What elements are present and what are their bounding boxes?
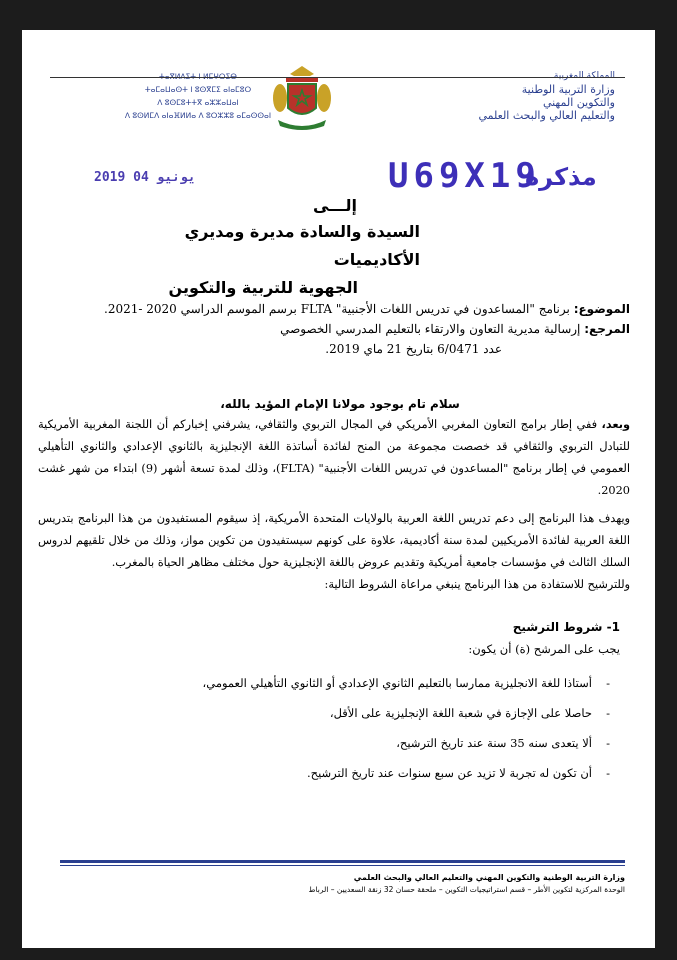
paragraph-lead: وبعد، bbox=[601, 418, 630, 431]
list-dash: - bbox=[606, 706, 610, 720]
ministry-line: وزارة التربية الوطنية bbox=[521, 83, 615, 96]
addressee-to: إلـــى bbox=[312, 196, 358, 215]
paragraph-2: ويهدف هذا البرنامج إلى دعم تدريس اللغة العربية بالولايات المتحدة الأمريكية، إذ سيقوم المستفيدون من هذا البرنامج بتدريس اللغة العربية لفائدة الأمريكيين لمدة سنة أكاديمية، علاوة على كونهم سيستفيدون من تكوين مواز، وذلك من خلال تلقيهم لدروس السلك الثالث في مؤسسات جامعية أمريكية وتقديم عروض باللغة الإنجليزية حول مختلف مظاهر الحياة بالمغرب. bbox=[38, 512, 630, 569]
tifinagh-line: ⵜⴰⴳⵍⴷⵉⵜ ⵏ ⵍⵎⵖⵔⵉⴱ bbox=[159, 72, 237, 81]
reference-text: إرسالية مديرية التعاون والارتقاء بالتعليم المدرسي الخصوصي bbox=[280, 322, 581, 336]
paragraph-3: وللترشيح للاستفادة من هذا البرنامج ينبغي مراعاة الشروط التالية: bbox=[324, 578, 630, 591]
reference-text-2: عدد 6/0471 بتاريخ 21 ماي 2019. bbox=[325, 342, 502, 356]
footer-divider-thin bbox=[60, 865, 625, 866]
list-item: - أن تكون له تجربة لا تزيد عن سبع سنوات عند تاريخ الترشيح. bbox=[180, 758, 610, 788]
addressee-line: السيدة والسادة مديرة ومديري الأكاديميات bbox=[184, 222, 420, 269]
reference-label: المرجع: bbox=[584, 322, 630, 336]
tifinagh-line: ⴷ ⵓⵙⵍⵎⴷ ⴰⵏⴰⴼⵍⵍⴰ ⴷ ⵓⵔⵣⵣⵓ ⴰⵎⴰⵙⵙⴰⵏ bbox=[124, 111, 272, 120]
footer-address: الوحدة المركزية لتكوين الأطر – قسم استراتيجيات التكوين – ملحقة حسان 32 زنقة السعديين – الرباط bbox=[308, 885, 625, 894]
greeting: سلام تام بوجود مولانا الإمام المؤيد بالله، bbox=[220, 397, 460, 411]
list-item: - ألا يتعدى سنه 35 سنة عند تاريخ الترشيح، bbox=[180, 728, 610, 758]
addressee-block bbox=[150, 218, 420, 302]
list-item: - حاصلا على الإجازة في شعبة اللغة الإنجليزية على الأقل، bbox=[180, 698, 610, 728]
subject-label: الموضوع: bbox=[573, 302, 630, 316]
paragraph-1 bbox=[38, 414, 630, 502]
footer-ministry: وزارة التربية الوطنية والتكوين المهني والتعليم العالي والبحث العلمي bbox=[353, 873, 625, 882]
list-dash: - bbox=[606, 676, 610, 690]
conditions-list bbox=[180, 668, 610, 788]
tifinagh-line: ⵜⴰⵎⴰⵡⴰⵙⵜ ⵏ ⵓⵙⴳⵎⵉ ⴰⵏⴰⵎⵓⵔ bbox=[144, 85, 252, 94]
list-dash: - bbox=[606, 766, 610, 780]
memo-label-stamp: مذكرة bbox=[525, 163, 597, 191]
kingdom-line: المملكة المغربية bbox=[553, 71, 615, 81]
tifinagh-line: ⴷ ⵓⵙⵎⵓⵜⵜⴳ ⴰⵣⵣⴰⵡⴰⵏ bbox=[157, 98, 239, 107]
subject-text: برنامج "المساعدون في تدريس اللغات الأجنبية" FLTA برسم الموسم الدراسي 2020 -2021. bbox=[103, 302, 570, 316]
subject-block bbox=[40, 299, 630, 359]
ministry-line: والتعليم العالي والبحث العلمي bbox=[478, 109, 615, 122]
header-divider bbox=[50, 77, 625, 78]
conditions-intro: يجب على المرشح (ة) أن يكون: bbox=[468, 642, 620, 656]
memo-number-stamp: U69X19 bbox=[388, 156, 541, 196]
footer-divider bbox=[60, 860, 625, 863]
addressee-line: الجهوية للتربية والتكوين bbox=[168, 278, 358, 297]
ministry-line: والتكوين المهني bbox=[542, 96, 615, 109]
date-stamp: 2019 يونيو 04 bbox=[94, 170, 196, 185]
list-dash: - bbox=[606, 736, 610, 750]
paragraph-text: ففي إطار برامج التعاون المغربي الأمريكي في المجال التربوي والثقافي، يشرفني إخباركم أن اللجنة المغربية الأمريكية للتبادل التربوي والثقافي قد خصصت مجموعة من المنح لفائدة أساتذة اللغة الإنجليزية بالثانوي الإعدادي والثانوي التأهيلي العمومي في إطار برنامج "المساعدون في تدريس اللغات الأجنبية" (FLTA)، وذلك لمدة تسعة أشهر (9) ابتداء من شهر غشت 2020. bbox=[38, 418, 631, 497]
section-title: 1- شروط الترشيح bbox=[512, 620, 620, 634]
list-item: - أستاذا للغة الانجليزية ممارسا بالتعليم الثانوي الإعدادي أو الثانوي التأهيلي العمومي، bbox=[180, 668, 610, 698]
